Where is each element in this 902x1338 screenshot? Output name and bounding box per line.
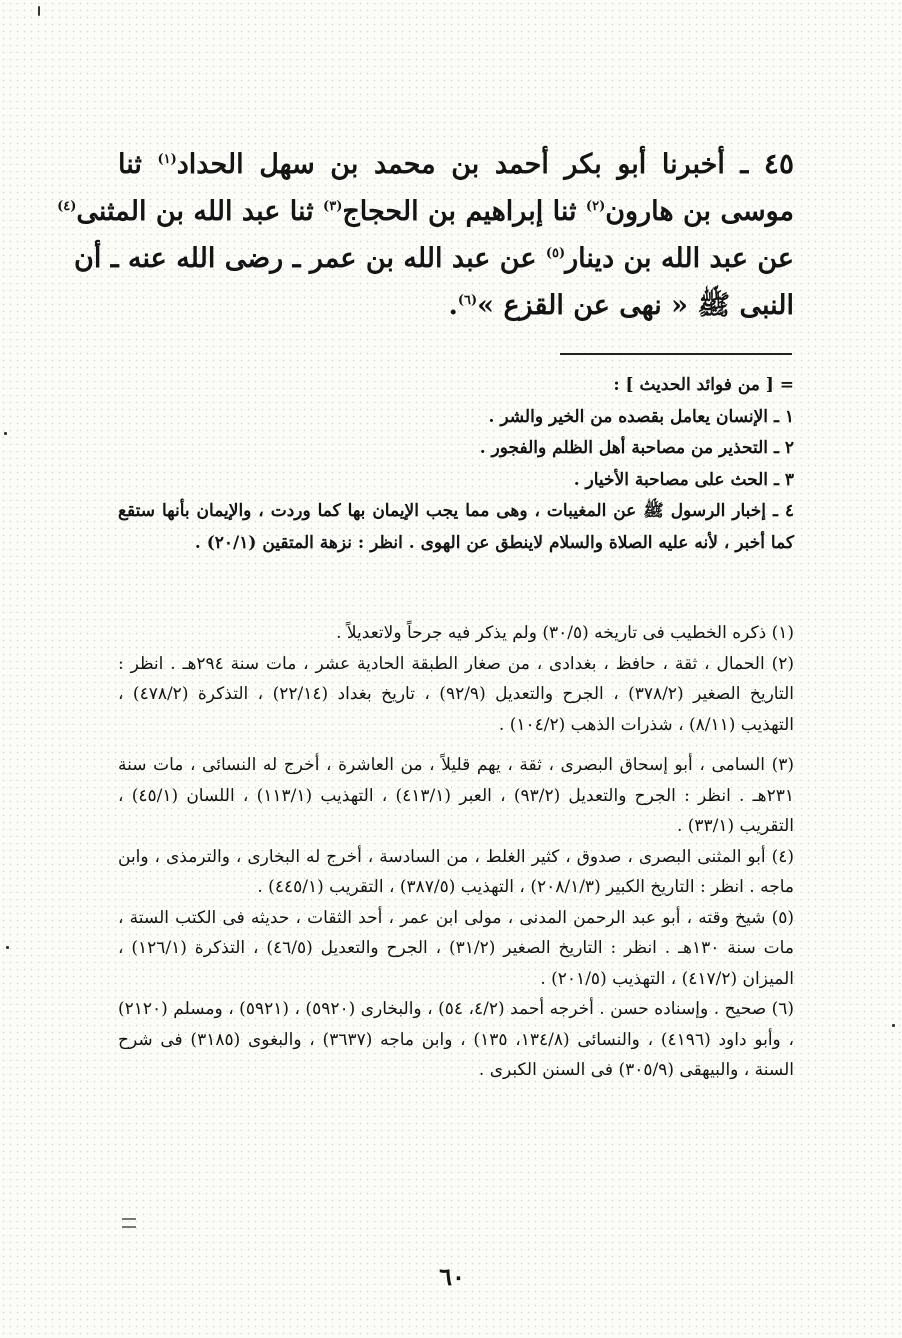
footnote-4: (٤) أبو المثنى البصرى ، صدوق ، كثير الغلط ، من السادسة ، أخرج له البخارى ، والترمذى ، وابن ماجه . انظر : التاريخ الكبير (٢٠٨/١/٣) ، التهذيب (٣٨٧/٥) ، التقريب (٤٤٥/١) . — [118, 846, 794, 897]
footnote-ref-3: (٣) — [323, 199, 343, 214]
hadith-line-2: موسى بن هارون$^{(٢)}$ ثنا إبراهيم بن الحجاج$^{(٣)}$ ثنا عبد الله بن المثنى$^{(٤)}$ — [57, 196, 794, 227]
footnote-1: (١) ذكره الخطيب فى تاريخه (٣٠/٥) ولم يذكر فيه جرحاً ولاتعديلاً . — [336, 623, 794, 643]
footnote-ref-2: (٢) — [585, 199, 606, 214]
footnote-ref-4: (٤) — [57, 199, 77, 214]
footnote-ref-5: (٥) — [545, 246, 566, 261]
hadith-benefits — [118, 370, 794, 559]
hadith-line-4: النبى ﷺ « نهى عن القزع »$^{(٦)}$. — [448, 290, 794, 321]
margin-speck — [892, 1024, 895, 1027]
footnote-6: (٦) صحيح . وإسناده حسن . أخرجه أحمد (٤/٢، ٥٤) ، والبخارى (٥٩٢٠) ، (٥٩٢١) ، ومسلم (٢١٢٠) ، وأبو داود (٤١٩٦) ، والنسائى (١٣٤/٨، ١٣٥) ، وابن ماجه (٣٦٣٧) ، والبغوى (٣١٨٥) فى شرح السنة ، والبيهقى (٣٠٥/٩) فى السنن الكبرى . — [118, 999, 795, 1080]
footnotes — [118, 618, 794, 1086]
page-number: ٦٠ — [439, 1262, 465, 1291]
hadith-line-1: ٤٥ ـ أخبرنا أبو بكر أحمد بن محمد بن سهل الحداد$^{(١)}$ ثنا — [118, 147, 794, 180]
footnote-separator — [560, 353, 792, 355]
benefit-item: ٣ ـ الحث على مصاحبة الأخيار . — [573, 469, 794, 490]
benefit-item: ١ ـ الإنسان يعامل بقصده من الخير والشر . — [488, 406, 794, 427]
footnote-2: (٢) الحمال ، ثقة ، حافظ ، بغدادى ، من صغار الطبقة الحادية عشر ، مات سنة ٢٩٤هـ . انظر : التاريخ الصغير (٣٧٨/٢) ، الجرح والتعديل (٩٢/٩) ، تاريخ بغداد (٢٢/١٤) ، التذكرة (٤٧٨/٢) ، التهذيب (٨/١١) ، شذرات الذهب (١٠٤/٢) . — [118, 653, 794, 735]
end-mark — [122, 1218, 136, 1228]
benefit-item: ٢ ـ التحذير من مصاحبة أهل الظلم والفجور . — [479, 438, 794, 458]
margin-speck — [38, 6, 40, 16]
footnote-3: (٣) السامى ، أبو إسحاق البصرى ، ثقة ، يهم قليلاً ، من العاشرة ، أخرج له النسائى ، مات سنة ٢٣١هـ . انظر : الجرح والتعديل (٩٣/٢) ، العبر (٤١٣/١) ، التهذيب (١١٣/١) ، اللسان (٤٥/١) ، التقريب (٣٣/١) . — [118, 755, 794, 836]
footnote-ref-1: (١) — [157, 152, 177, 167]
benefits-heading: = [ من فوائد الحديث ] : — [613, 375, 794, 395]
hadith-number: ٤٥ — [763, 147, 794, 180]
margin-speck — [6, 946, 9, 949]
footnote-ref-6: (٦) — [457, 293, 478, 308]
benefit-item: ٤ ـ إخبار الرسول ﷺ عن المغيبات ، وهى مما يجب الإيمان بها كما وردت ، والإيمان بأنها ستقع كما أخبر ، لأنه عليه الصلاة والسلام لاينطق عن الهوى . انظر : نزهة المتقين (٢٠/١) . — [118, 501, 794, 553]
hadith-line-3: عن عبد الله بن دينار$^{(٥)}$ عن عبد الله بن عمر ـ رضى الله عنه ـ أن — [74, 243, 794, 274]
footnote-5: (٥) شيخ وقته ، أبو عبد الرحمن المدنى ، مولى ابن عمر ، أحد الثقات ، حديثه فى الكتب الستة ، مات سنة ١٣٠هـ . انظر : التاريخ الصغير (٣١/٢) ، الجرح والتعديل (٤٦/٥) ، التذكرة (١٢٦/١) ، الميزان (٤١٧/٢) ، التهذيب (٢٠١/٥) . — [118, 907, 794, 989]
hadith-text — [57, 140, 794, 329]
margin-speck — [4, 432, 7, 435]
